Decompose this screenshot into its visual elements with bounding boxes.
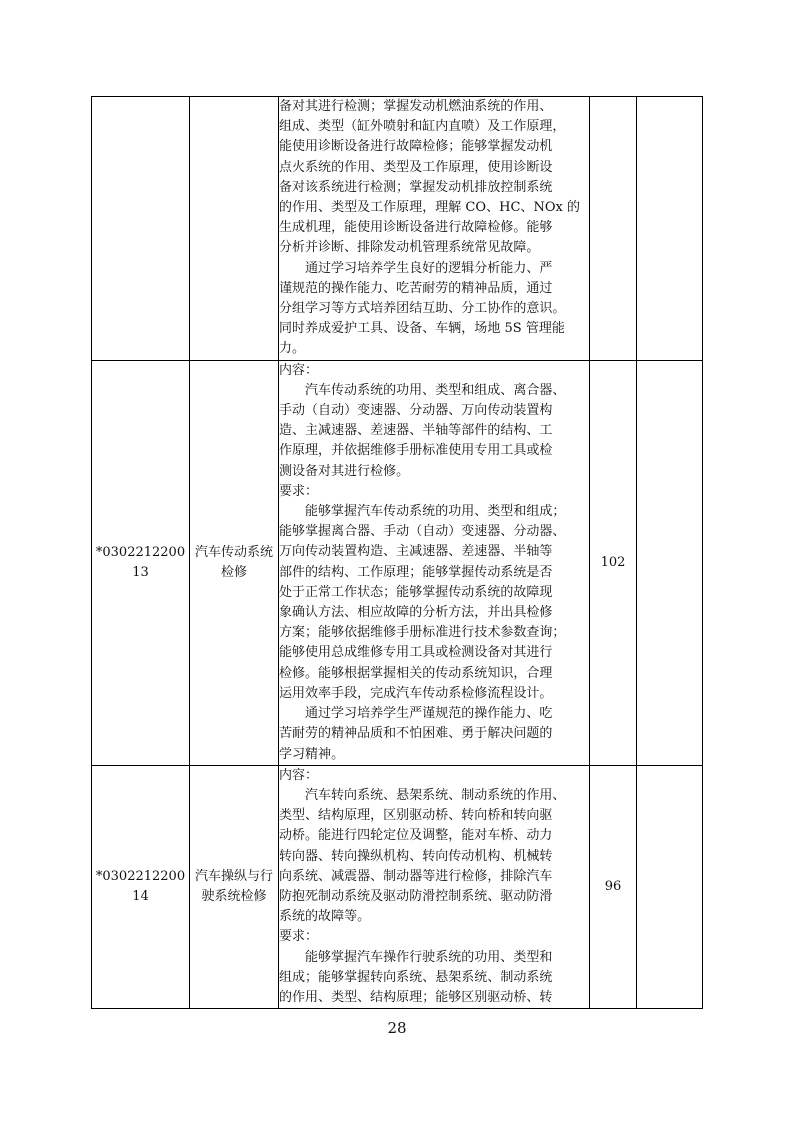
description-line: 备对其进行检测；掌握发动机燃油系统的作用、 — [279, 99, 553, 114]
description-line: 要求： — [279, 483, 319, 499]
description-line: 能够使用总成维修专用工具或检测设备对其进行 — [279, 645, 553, 661]
course-code-cell: *030221220014 — [92, 765, 190, 1008]
description-line: 检修。能够根据掌握相关的传动系统知识，合理 — [279, 665, 553, 681]
description-line: 汽车传动系统的功用、类型和组成、离合器、 — [305, 382, 566, 398]
description-line: 汽车转向系统、悬架系统、制动系统的作用、 — [305, 787, 566, 803]
table-row — [92, 97, 703, 361]
description-line: 象确认方法、相应故障的分析方法，并出具检修 — [279, 605, 553, 621]
description-line: 手动（自动）变速器、分动器、万向传动装置构 — [279, 403, 553, 419]
note-cell — [637, 97, 703, 361]
description-line: 部件的结构、工作原理；能够掌握传动系统是否 — [279, 564, 553, 580]
description-line: 学习精神。 — [279, 746, 345, 762]
description-line: 备对该系统进行检测；掌握发动机排放控制系统 — [279, 179, 553, 195]
description-line: 苦耐劳的精神品质和不怕困难、勇于解决问题的 — [279, 726, 553, 742]
description-line: 同时养成爱护工具、设备、车辆，场地 5S 管理能 — [279, 321, 565, 337]
description-line: 测设备对其进行检修。 — [279, 463, 410, 479]
course-code-cell — [92, 97, 190, 361]
description-line: 运用效率手段，完成汽车传动系检修流程设计。 — [279, 685, 553, 701]
description-line: 转向器、转向操纵机构、转向传动机构、机械转 — [279, 848, 553, 864]
description-line: 分析并诊断、排除发动机管理系统常见故障。 — [279, 240, 540, 256]
description-line: 内容： — [279, 362, 319, 378]
course-table — [91, 96, 703, 1009]
course-description-cell — [279, 765, 590, 1008]
description-line: 内容： — [279, 767, 319, 783]
description-line: 组成、类型（缸外喷射和缸内直喷）及工作原理， — [279, 119, 566, 135]
description-line: 向系统、减震器、制动器等进行检修，排除汽车 — [279, 868, 553, 884]
description-line: 通过学习培养学生良好的逻辑分析能力、严 — [305, 260, 553, 276]
description-line: 点火系统的作用、类型及工作原理，使用诊断设 — [279, 159, 553, 175]
description-line: 生成机理，能使用诊断设备进行故障检修。能够 — [279, 220, 553, 236]
description-line: 的作用、类型及工作原理，理解 CO、HC、NOx 的 — [279, 200, 581, 216]
description-line: 分组学习等方式培养团结互助、分工协作的意识。 — [279, 301, 566, 317]
description-line: 方案；能够依据维修手册标准进行技术参数查询； — [279, 625, 566, 641]
description-line: 万向传动装置构造、主减速器、差速器、半轴等 — [279, 544, 553, 560]
description-line: 能够掌握汽车操作行驶系统的功用、类型和 — [305, 949, 553, 965]
description-line: 能够掌握离合器、手动（自动）变速器、分动器、 — [279, 524, 566, 540]
description-line: 系统的故障等。 — [279, 909, 371, 925]
hours-cell: 102 — [590, 360, 637, 765]
description-line: 组成；能够掌握转向系统、悬架系统、制动系统 — [279, 969, 553, 985]
description-line: 力。 — [279, 341, 306, 357]
hours-cell — [590, 97, 637, 361]
description-line: 的作用、类型、结构原理；能够区别驱动桥、转 — [279, 989, 553, 1005]
description-line: 防抱死制动系统及驱动防滑控制系统、驱动防滑 — [279, 888, 553, 904]
note-cell — [637, 360, 703, 765]
description-line: 类型、结构原理，区别驱动桥、转向桥和转向驱 — [279, 808, 553, 824]
description-line: 谨规范的操作能力、吃苦耐劳的精神品质，通过 — [279, 280, 553, 296]
description-line: 处于正常工作状态；能够掌握传动系统的故障现 — [279, 584, 553, 600]
description-line: 造、主减速器、差速器、半轴等部件的结构、工 — [279, 423, 553, 439]
description-line: 能使用诊断设备进行故障检修；能够掌握发动机 — [279, 139, 553, 155]
description-line: 能够掌握汽车传动系统的功用、类型和组成； — [305, 504, 566, 520]
page-number: 28 — [387, 1019, 407, 1037]
description-line: 要求： — [279, 929, 319, 945]
course-name-cell — [190, 97, 279, 361]
course-name-cell: 汽车传动系统检修 — [190, 360, 279, 765]
course-description-cell — [279, 360, 590, 765]
table-row — [92, 360, 703, 765]
table-row — [92, 765, 703, 1008]
description-line: 作原理，并依据维修手册标准使用专用工具或检 — [279, 443, 553, 459]
course-name-cell: 汽车操纵与行驶系统检修 — [190, 765, 279, 1008]
description-line: 动桥。能进行四轮定位及调整，能对车桥、动力 — [279, 828, 553, 844]
course-code-cell: *030221220013 — [92, 360, 190, 765]
hours-cell: 96 — [590, 765, 637, 1008]
note-cell — [637, 765, 703, 1008]
course-description-cell — [279, 97, 590, 361]
description-line: 通过学习培养学生严谨规范的操作能力、吃 — [305, 706, 553, 722]
